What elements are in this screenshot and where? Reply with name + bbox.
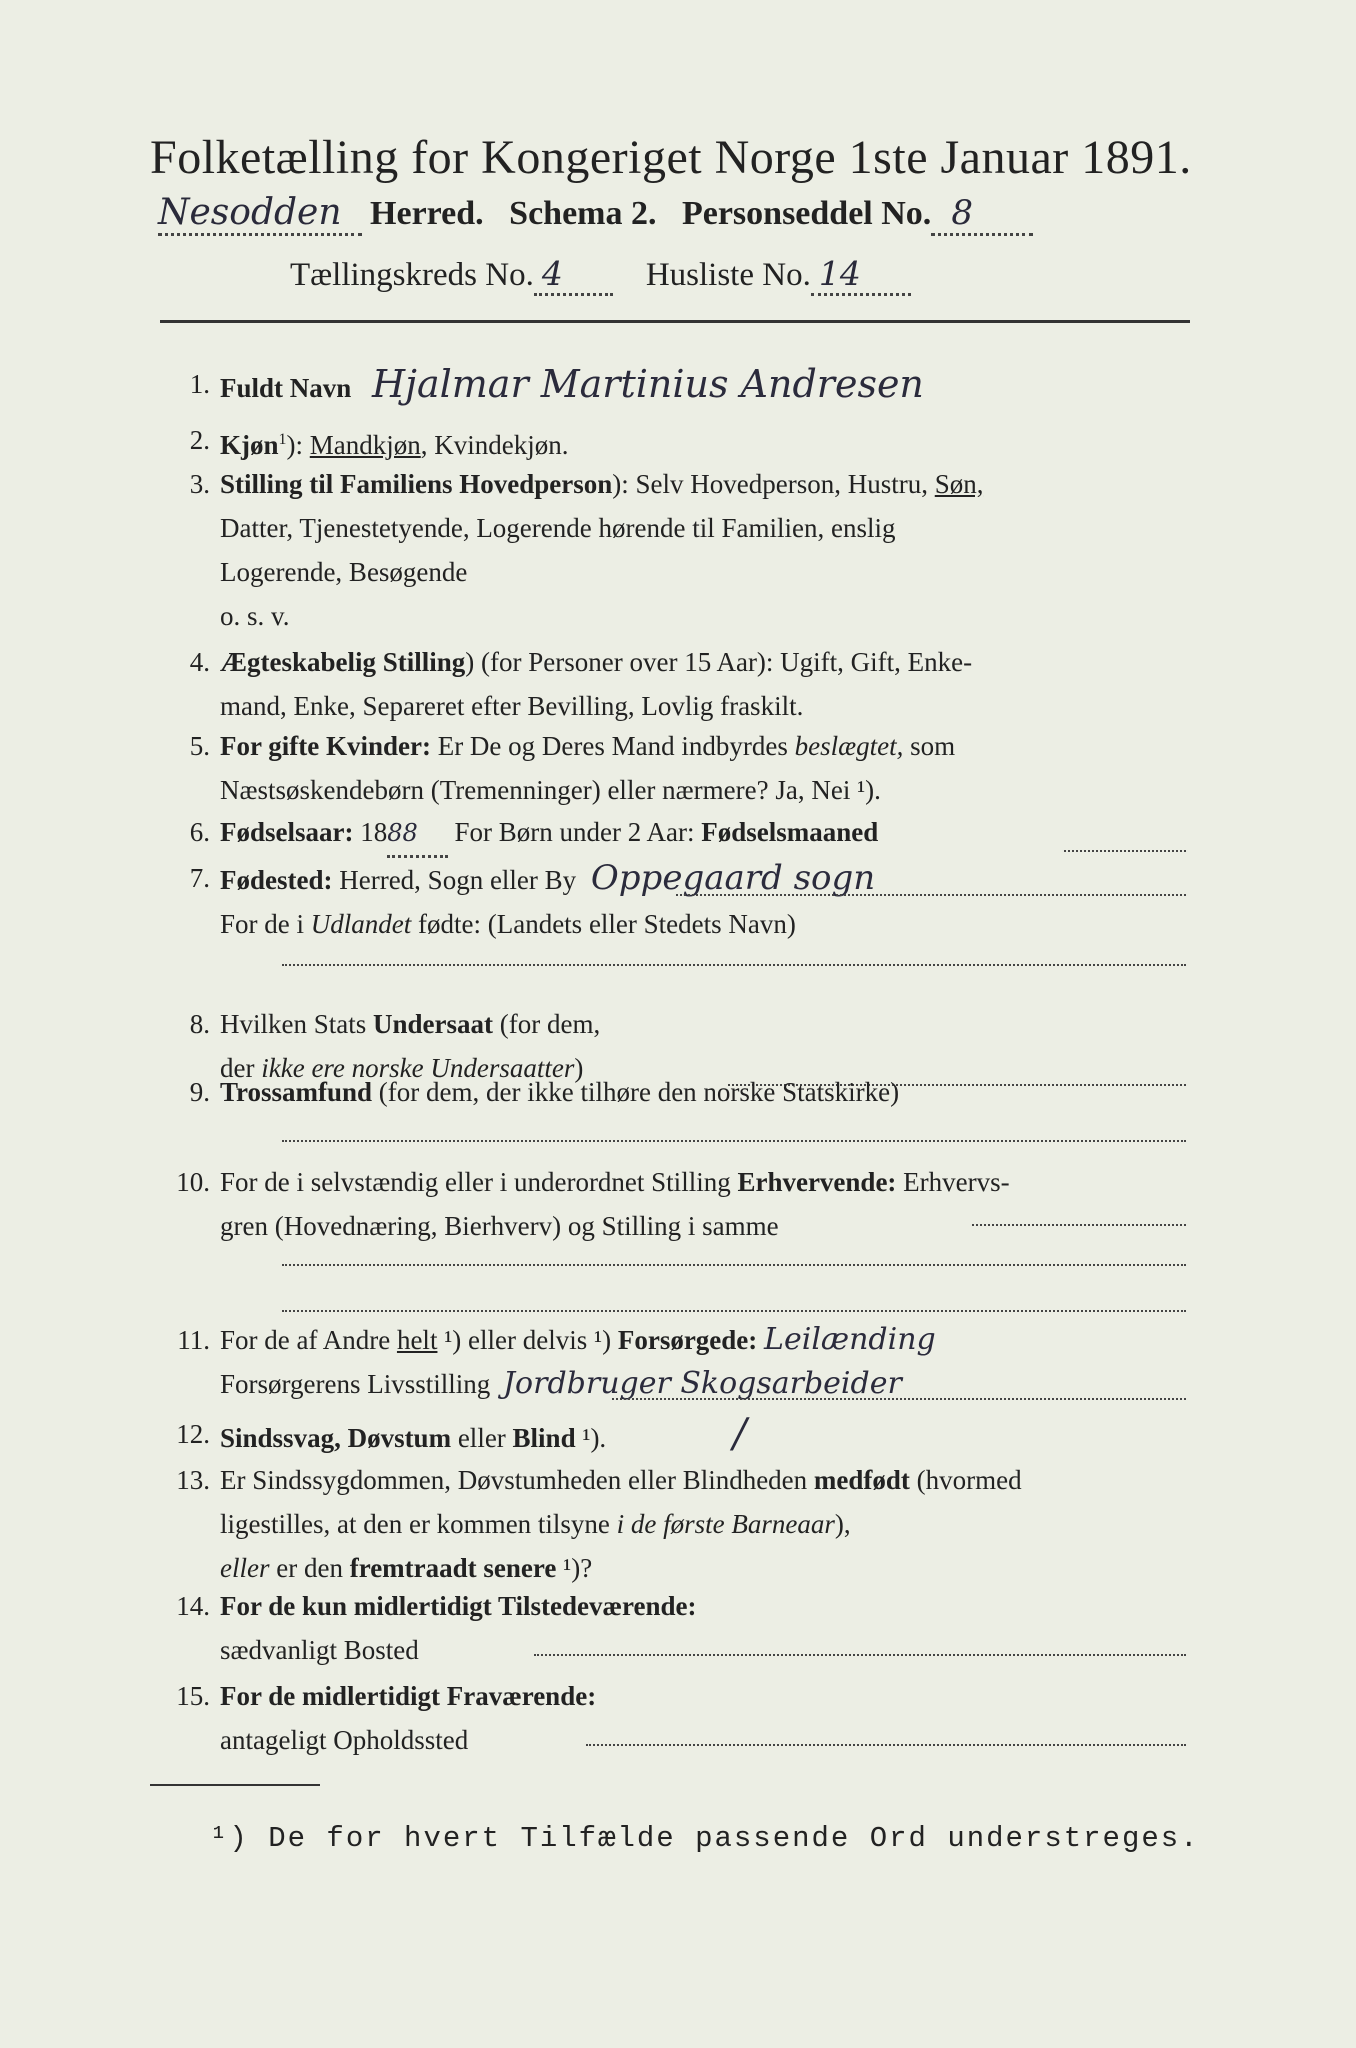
item-number: 6. — [189, 817, 210, 847]
item-number: 2. — [189, 425, 210, 455]
marital-status-label: Ægteskabelig Stilling — [220, 647, 466, 677]
birthplace-label: Fødested: — [220, 865, 333, 895]
citizenship-label: Undersaat — [373, 1009, 493, 1039]
form-header-line — [158, 192, 1033, 236]
census-form: Folketælling for Kongeriget Norge 1ste Januar 1891. Nesodden Herred. Schema 2. Personseddel No. 8 Tællingskreds No. 4 Husliste No. 14 1. Fuldt Navn Hjalmar Martinius Andresen 2. Kjøn$^1$): Mandkjøn, Kvindekjøn. 3. Stilling til Familiens Hovedperson): Selv Hovedperson, Hustru, Søn, Datter, Tjenestetyende, Logerende hørende til Familien, enslig Logerende, Besøgende o. s. v. 4. Ægteskabelig Stilling) (for Personer over 15 Aar): Ugift, Gift, Enke- mand, Enke, Separeret efter Bevilling, Lovlig fraskilt. 5. For gifte Kvinder: Er De og Deres Mand indbyrdes beslægtet, som Næstsøskendebørn (Tremenninger) eller nærmere? Ja, Nei ¹). 6. Fødselsaar: 1888 For Børn under 2 Aar: Fødselsmaaned 7. Fødested: Herred, Sogn eller By Oppegaard sogn For de i Udlandet fødte: (Landets eller Stedets Navn) 8. Hvilken Stats Undersaat (for dem, der ikke ere norske Undersaatter) 9. Trossamfund (for dem, der ikke tilhøre den norske Statskirke) 10. For de i selvstændig eller i underordnet Stilling Erhvervende: Erhvervs- gren (Hovednæring, Bierhverv) og Stilling i samme 11. For de af Andre helt ¹) eller delvis ¹) Forsørgede: Leilænding Forsørgerens Livsstilling Jordbruger Skogsarbeider 12. Sindssvag, Døvstum eller Blind ¹). / 13. Er Sindssygdommen, Døvstumheden eller Blindheden medfødt (hvormed ligestilles, at den er kommen tilsyne i de første Barneaar), eller er den fremtraadt senere ¹)? 14. For de kun midlertidigt Tilstedeværende: sædvanligt Bosted 15. For de midlertidigt Fraværende: antageligt Opholdssted ¹) De for hvert Tilfælde passende Ord understreges. — [0, 0, 1356, 2048]
disability-mark: / — [732, 1411, 747, 1457]
usual-residence-fill — [534, 1654, 1186, 1656]
supported-label: Forsørgede: — [617, 1325, 758, 1355]
sex-label: Kjøn — [220, 430, 279, 460]
supported-answer: Leilænding — [764, 1322, 936, 1357]
foreign-birthplace-fill — [282, 964, 1186, 966]
item-number: 14. — [176, 1591, 210, 1621]
later-onset-label: fremtraadt senere — [349, 1553, 557, 1583]
footnote — [210, 1822, 1200, 1855]
temporary-present-label: For de kun midlertidigt Tilstedeværende: — [220, 1591, 697, 1621]
birthplace-fill — [676, 894, 1186, 896]
full-name-answer: Hjalmar Martinius Andresen — [372, 362, 924, 406]
disability-label: Sindssvag, Døvstum — [220, 1423, 452, 1453]
taellingskreds-number: 4 — [534, 254, 613, 296]
schema-label: Schema 2. — [509, 195, 657, 232]
item-number: 10. — [176, 1167, 210, 1197]
item-number: 13. — [176, 1465, 210, 1495]
blind-label: Blind — [512, 1423, 576, 1453]
occupation-fill-3 — [282, 1310, 1186, 1312]
municipality-handwritten: Nesodden — [158, 192, 362, 236]
temporary-absent-label: For de midlertidigt Fraværende: — [220, 1681, 597, 1711]
header-divider — [160, 320, 1190, 323]
item-number: 15. — [176, 1681, 210, 1711]
item-number: 3. — [189, 469, 210, 499]
birth-month-label: Fødselsmaaned — [701, 817, 879, 847]
birthplace-answer: Oppegaard sogn — [590, 858, 876, 898]
family-position-selected: Søn, — [934, 469, 984, 499]
married-women-label: For gifte Kvinder: — [220, 731, 431, 761]
occupation-fill-2 — [282, 1264, 1186, 1266]
congenital-label: medfødt — [813, 1465, 910, 1495]
supporter-occupation-fill — [612, 1398, 1186, 1400]
birth-month-fill — [1064, 850, 1186, 852]
item-number: 1. — [189, 369, 210, 399]
occupation-fill-1 — [972, 1224, 1186, 1226]
item-number: 5. — [189, 731, 210, 761]
personseddel-label: Personseddel No. — [681, 195, 932, 232]
herred-label: Herred. — [370, 195, 484, 232]
footnote-marker: ¹) — [210, 1822, 249, 1855]
taellingskreds-label: Tællingskreds No. — [290, 257, 534, 293]
supporter-occupation-answer: Jordbruger Skogsarbeider — [503, 1366, 902, 1401]
occupation-label: Erhvervende: — [737, 1167, 897, 1197]
birth-year-answer: 88 — [387, 811, 448, 858]
religion-fill — [282, 1140, 1186, 1142]
item-number: 11. — [177, 1325, 210, 1355]
personseddel-number: 8 — [931, 193, 1033, 236]
district-line — [290, 254, 911, 296]
husliste-label: Husliste No. — [645, 257, 811, 293]
sex-selected: Mandkjøn — [309, 430, 421, 460]
item-number: 8. — [189, 1009, 210, 1039]
husliste-number: 14 — [811, 254, 911, 296]
item-number: 7. — [189, 863, 210, 893]
footnote-divider — [150, 1784, 320, 1786]
probable-residence-fill — [586, 1744, 1186, 1746]
item-number: 9. — [189, 1077, 210, 1107]
supported-selected: helt — [396, 1325, 438, 1355]
item-number: 12. — [176, 1419, 210, 1449]
item-number: 4. — [189, 647, 210, 677]
footnote-text: De for hvert Tilfælde passende Ord understreges. — [268, 1822, 1200, 1855]
birth-year-label: Fødselsaar: — [220, 817, 354, 847]
full-name-label: Fuldt Navn — [220, 373, 352, 403]
form-title: Folketælling for Kongeriget Norge 1ste Januar 1891. — [150, 131, 1192, 184]
family-position-label: Stilling til Familiens Hovedperson — [220, 469, 613, 499]
religion-label: Trossamfund — [220, 1077, 373, 1107]
